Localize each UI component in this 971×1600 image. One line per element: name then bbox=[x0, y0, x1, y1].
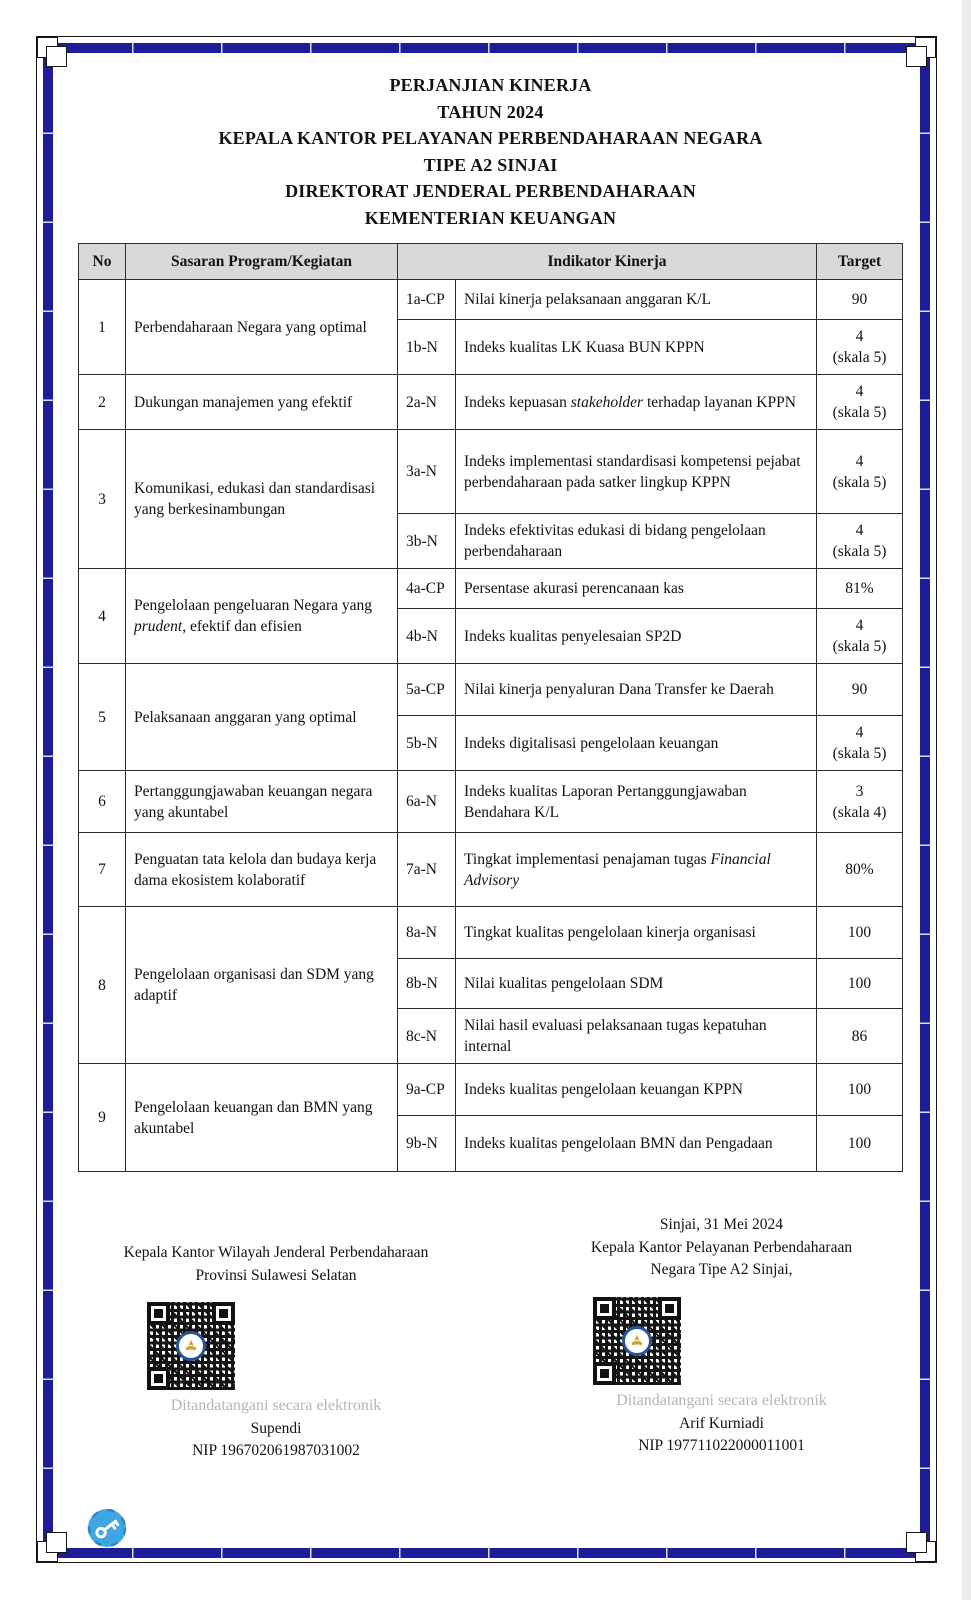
kemenkeu-logo-icon bbox=[622, 1326, 652, 1356]
title-line: PERJANJIAN KINERJA bbox=[389, 75, 592, 95]
cell-target: 90 bbox=[817, 280, 903, 320]
cell-code: 2a-N bbox=[398, 375, 456, 430]
cell-no: 4 bbox=[79, 569, 126, 664]
cell-indicator: Tingkat implementasi penajaman tugas Financial Advisory bbox=[456, 833, 817, 907]
cell-target: 4 (skala 5) bbox=[817, 609, 903, 664]
signer-name: Arif Kurniadi bbox=[679, 1414, 764, 1432]
cell-indicator: Nilai kinerja pelaksanaan anggaran K/L bbox=[456, 280, 817, 320]
table-row bbox=[79, 569, 903, 609]
signer-nip: NIP 197711022000011001 bbox=[638, 1436, 805, 1454]
cell-indicator: Indeks implementasi standardisasi kompetensi pejabat perbendaharaan pada satker lingkup KPPN bbox=[456, 430, 817, 514]
cell-code: 8a-N bbox=[398, 907, 456, 959]
signer-name: Supendi bbox=[250, 1420, 302, 1437]
frame-band-left bbox=[43, 43, 53, 1558]
cell-target: 86 bbox=[817, 1009, 903, 1064]
cell-indicator: Nilai kinerja penyaluran Dana Transfer ke Daerah bbox=[456, 664, 817, 716]
cell-sasaran: Penguatan tata kelola dan budaya kerja dama ekosistem kolaboratif bbox=[126, 833, 398, 907]
cell-sasaran: Pengelolaan pengeluaran Negara yang prudent, efektif dan efisien bbox=[126, 569, 398, 664]
document-title bbox=[78, 72, 903, 231]
signer-title: Kepala Kantor Wilayah Jenderal Perbendaharaan bbox=[123, 1244, 429, 1261]
cell-code: 1b-N bbox=[398, 320, 456, 375]
cell-target: 4 (skala 5) bbox=[817, 514, 903, 569]
qr-holder bbox=[78, 1302, 474, 1390]
cell-code: 3a-N bbox=[398, 430, 456, 514]
cell-indicator: Indeks efektivitas edukasi di bidang pengelolaan perbendaharaan bbox=[456, 514, 817, 569]
cell-sasaran: Perbendaharaan Negara yang optimal bbox=[126, 280, 398, 375]
cell-no: 2 bbox=[79, 375, 126, 430]
cell-target: 100 bbox=[817, 907, 903, 959]
cell-no: 7 bbox=[79, 833, 126, 907]
cell-code: 8c-N bbox=[398, 1009, 456, 1064]
frame-band-bottom bbox=[43, 1548, 930, 1558]
title-line: KEMENTERIAN KEUANGAN bbox=[364, 207, 617, 228]
esign-note: Ditandatangani secara elektronik bbox=[170, 1397, 382, 1414]
cell-indicator: Persentase akurasi perencanaan kas bbox=[456, 569, 817, 609]
corner-ornament bbox=[37, 37, 67, 67]
table-row bbox=[79, 375, 903, 430]
signer-title: Provinsi Sulawesi Selatan bbox=[195, 1266, 357, 1284]
cell-target: 4 (skala 5) bbox=[817, 716, 903, 771]
cell-no: 8 bbox=[79, 907, 126, 1064]
cell-code: 9a-CP bbox=[398, 1064, 456, 1116]
corner-ornament bbox=[906, 1532, 936, 1562]
cell-code: 5a-CP bbox=[398, 664, 456, 716]
esign-note: Ditandatangani secara elektronik bbox=[616, 1391, 827, 1409]
qr-code bbox=[593, 1297, 681, 1385]
cell-target: 4 (skala 5) bbox=[817, 430, 903, 514]
cell-code: 9b-N bbox=[398, 1116, 456, 1172]
frame-band-right bbox=[920, 43, 930, 1558]
cell-sasaran: Pengelolaan organisasi dan SDM yang adaptif bbox=[126, 907, 398, 1064]
cell-indicator: Indeks kualitas Laporan Pertanggungjawaban Bendahara K/L bbox=[456, 771, 817, 833]
cell-code: 5b-N bbox=[398, 716, 456, 771]
qr-finder-pattern bbox=[593, 1297, 616, 1320]
cell-indicator: Indeks kepuasan stakeholder terhadap layanan KPPN bbox=[456, 375, 817, 430]
qr-code bbox=[147, 1302, 235, 1390]
signer-title: Kepala Kantor Pelayanan Perbendaharaan bbox=[590, 1238, 853, 1256]
cell-indicator: Indeks digitalisasi pengelolaan keuangan bbox=[456, 716, 817, 771]
cell-indicator: Indeks kualitas penyelesaian SP2D bbox=[456, 609, 817, 664]
cell-code: 8b-N bbox=[398, 959, 456, 1009]
cell-target: 80% bbox=[817, 833, 903, 907]
cell-code: 4a-CP bbox=[398, 569, 456, 609]
cell-sasaran: Pertanggungjawaban keuangan negara yang akuntabel bbox=[126, 771, 398, 833]
cell-indicator: Nilai kualitas pengelolaan SDM bbox=[456, 959, 817, 1009]
table-row bbox=[79, 833, 903, 907]
esign-key-badge-icon bbox=[87, 1508, 127, 1548]
qr-holder bbox=[540, 1297, 903, 1385]
cell-no: 3 bbox=[79, 430, 126, 569]
cell-target: 100 bbox=[817, 959, 903, 1009]
frame-band-top bbox=[43, 43, 930, 53]
cell-code: 6a-N bbox=[398, 771, 456, 833]
cell-code: 1a-CP bbox=[398, 280, 456, 320]
cell-sasaran: Pengelolaan keuangan dan BMN yang akuntabel bbox=[126, 1064, 398, 1172]
cell-indicator: Indeks kualitas LK Kuasa BUN KPPN bbox=[456, 320, 817, 375]
cell-target: 3 (skala 4) bbox=[817, 771, 903, 833]
qr-finder-pattern bbox=[147, 1302, 170, 1325]
cell-indicator: Indeks kualitas pengelolaan keuangan KPPN bbox=[456, 1064, 817, 1116]
qr-finder-pattern bbox=[658, 1297, 681, 1320]
cell-no: 1 bbox=[79, 280, 126, 375]
table-row bbox=[79, 280, 903, 320]
signature-block-right bbox=[540, 1214, 903, 1462]
page-content bbox=[78, 72, 903, 1462]
cell-indicator: Indeks kualitas pengelolaan BMN dan Pengadaan bbox=[456, 1116, 817, 1172]
scan-edge-shade bbox=[962, 0, 971, 1600]
cell-no: 6 bbox=[79, 771, 126, 833]
cell-target: 4 (skala 5) bbox=[817, 320, 903, 375]
kemenkeu-logo-icon bbox=[176, 1331, 206, 1361]
qr-finder-pattern bbox=[212, 1302, 235, 1325]
title-line: DIREKTORAT JENDERAL PERBENDAHARAAN bbox=[285, 181, 696, 201]
header-indikator: Indikator Kinerja bbox=[398, 244, 817, 280]
table-header-row bbox=[79, 244, 903, 280]
corner-ornament bbox=[37, 1532, 67, 1562]
signature-block-left bbox=[78, 1214, 474, 1462]
cell-sasaran: Komunikasi, edukasi dan standardisasi yang berkesinambungan bbox=[126, 430, 398, 569]
table-row bbox=[79, 430, 903, 514]
header-target: Target bbox=[817, 244, 903, 280]
table-row bbox=[79, 1064, 903, 1116]
cell-target: 100 bbox=[817, 1116, 903, 1172]
table-row bbox=[79, 771, 903, 833]
performance-table bbox=[78, 243, 903, 1172]
cell-no: 9 bbox=[79, 1064, 126, 1172]
cell-indicator: Nilai hasil evaluasi pelaksanaan tugas kepatuhan internal bbox=[456, 1009, 817, 1064]
cell-code: 3b-N bbox=[398, 514, 456, 569]
place-date: Sinjai, 31 Mei 2024 bbox=[659, 1216, 784, 1233]
cell-sasaran: Dukungan manajemen yang efektif bbox=[126, 375, 398, 430]
cell-code: 7a-N bbox=[398, 833, 456, 907]
cell-target: 81% bbox=[817, 569, 903, 609]
title-line: TAHUN 2024 bbox=[437, 101, 544, 122]
cell-target: 100 bbox=[817, 1064, 903, 1116]
title-line: TIPE A2 SINJAI bbox=[423, 154, 558, 175]
cell-target: 4 (skala 5) bbox=[817, 375, 903, 430]
title-line: KEPALA KANTOR PELAYANAN PERBENDAHARAAN NEGARA bbox=[218, 128, 763, 148]
corner-ornament bbox=[906, 37, 936, 67]
table-row bbox=[79, 664, 903, 716]
qr-finder-pattern bbox=[593, 1362, 616, 1385]
header-no: No bbox=[79, 244, 126, 280]
cell-sasaran: Pelaksanaan anggaran yang optimal bbox=[126, 664, 398, 771]
cell-no: 5 bbox=[79, 664, 126, 771]
signer-nip: NIP 196702061987031002 bbox=[192, 1442, 360, 1459]
table-row bbox=[79, 907, 903, 959]
header-sasaran: Sasaran Program/Kegiatan bbox=[126, 244, 398, 280]
cell-code: 4b-N bbox=[398, 609, 456, 664]
qr-finder-pattern bbox=[147, 1367, 170, 1390]
signer-title: Negara Tipe A2 Sinjai, bbox=[650, 1261, 793, 1278]
signature-section bbox=[78, 1214, 903, 1462]
cell-target: 90 bbox=[817, 664, 903, 716]
cell-indicator: Tingkat kualitas pengelolaan kinerja organisasi bbox=[456, 907, 817, 959]
